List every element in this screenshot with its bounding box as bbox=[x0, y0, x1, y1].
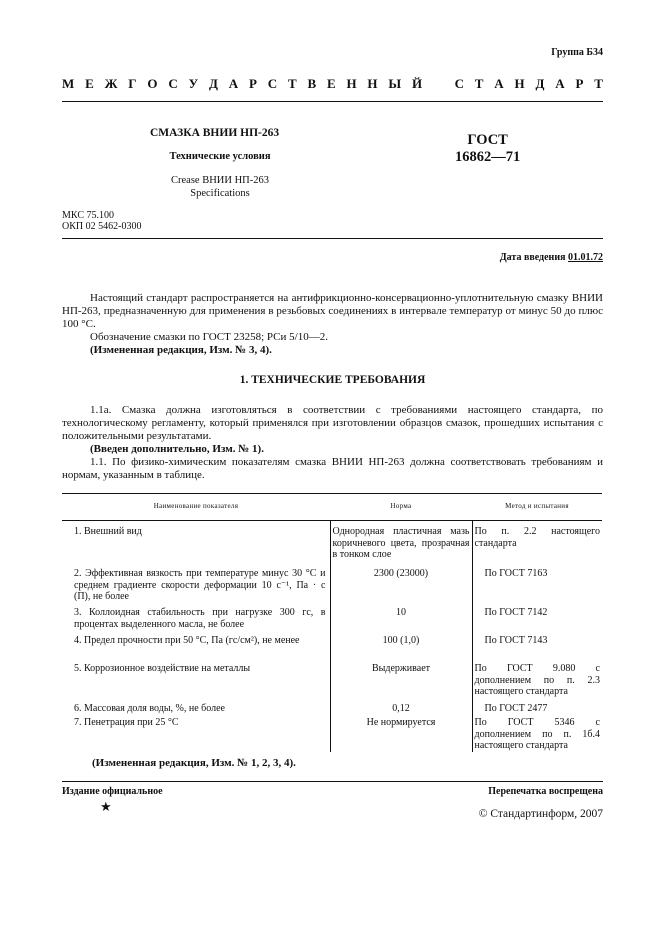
okp-code: ОКП 02 5462-0300 bbox=[62, 221, 142, 232]
footer-rule bbox=[62, 781, 603, 782]
preamble-scope: Настоящий стандарт распространяется на антифрикционно-консервационно-уплотнительную смазку ВНИИ НП-263, предназначенную для применения в резьбовых соединениях в интервале температур от минус 50 до плюс 100 °С. bbox=[62, 292, 603, 330]
clause-1-1a: 1.1а. Смазка должна изготовляться в соответствии с требованиями настоящего стандарта, по технологическому регламенту, который применялся при изготовлении образцов смазок, прошедших испытания с положительными результатами. bbox=[62, 404, 603, 442]
english-title: Crease ВНИИ НП-263 Specifications bbox=[171, 175, 269, 199]
gost-number: ГОСТ 16862—71 bbox=[455, 132, 521, 165]
introduction-date: Дата введения 01.01.72 bbox=[499, 252, 603, 263]
section-body bbox=[62, 404, 603, 482]
official-edition: Издание официальное bbox=[62, 786, 163, 797]
document-title: СМАЗКА ВНИИ НП-263 bbox=[150, 127, 280, 139]
clause-added-note: (Введен дополнительно, Изм. № 1). bbox=[90, 443, 264, 455]
copyright: © Стандартинформ, 2007 bbox=[478, 808, 603, 820]
amendment-note: (Измененная редакция, Изм. № 1, 2, 3, 4). bbox=[92, 757, 296, 769]
table-row: 3. Коллоидная стабильность при нагрузке 300 гс, в процентах выделенного масла, не более 10 По ГОСТ 7142 bbox=[62, 607, 602, 635]
interstate-standard-heading: М Е Ж Г О С У Д А Р С Т В Е Н Н Ы Й С Т А Н Д А Р Т bbox=[62, 76, 603, 91]
codes-rule bbox=[62, 238, 603, 239]
heading-rule bbox=[62, 101, 603, 102]
preamble-amendment: (Измененная редакция, Изм. № 3, 4). bbox=[90, 344, 272, 356]
document-subtitle: Технические условия bbox=[169, 151, 271, 162]
header-method: Метод и испытания bbox=[472, 494, 602, 521]
preamble-designation: Обозначение смазки по ГОСТ 23258; РСи 5/10—2. bbox=[90, 331, 328, 343]
header-norm: Норма bbox=[330, 494, 472, 521]
table-row: 4. Предел прочности при 50 °С, Па (гс/см²), не менее 100 (1,0) По ГОСТ 7143 bbox=[62, 635, 602, 663]
table-row: 7. Пенетрация при 25 °С Не нормируется По ГОСТ 5346 с дополнением по п. 1б.4 настоящего стандарта bbox=[74, 717, 600, 751]
table-row: 6. Массовая доля воды, %, не более 0,12 По ГОСТ 2477 bbox=[62, 703, 602, 717]
table-row: 2. Эффективная вязкость при температуре минус 30 °С и среднем градиенте скорости деформации 10 с⁻¹, Па · с (П), не более 2300 (23000) По ГОСТ 7163 bbox=[62, 566, 602, 607]
section-title: 1. ТЕХНИЧЕСКИЕ ТРЕБОВАНИЯ bbox=[239, 374, 426, 386]
classification-codes bbox=[62, 210, 141, 232]
table-row: 5. Коррозионное воздействие на металлы Выдерживает По ГОСТ 9.080 с дополнением по п. 2.3 настоящего стандарта bbox=[62, 663, 602, 703]
table-row: 1. Внешний вид Однородная пластичная мазь коричневого цвета, прозрачная в тонком слое По п. 2.2 настоящего стандарта bbox=[62, 521, 602, 567]
reprint-notice: Перепечатка воспрещена bbox=[488, 786, 603, 797]
clause-1-1: 1.1. По физико-химическим показателям смазка ВНИИ НП-263 должна соответствовать требованиям и нормам, указанным в таблице. bbox=[62, 456, 603, 481]
header-indicator: Наименование показателя bbox=[62, 494, 330, 521]
group-code: Группа Б34 bbox=[551, 47, 603, 58]
star-icon: ★ bbox=[100, 799, 112, 814]
requirements-table bbox=[62, 493, 602, 752]
preamble bbox=[62, 292, 603, 357]
table-header-row bbox=[62, 494, 602, 521]
mks-code: МКС 75.100 bbox=[62, 210, 114, 221]
